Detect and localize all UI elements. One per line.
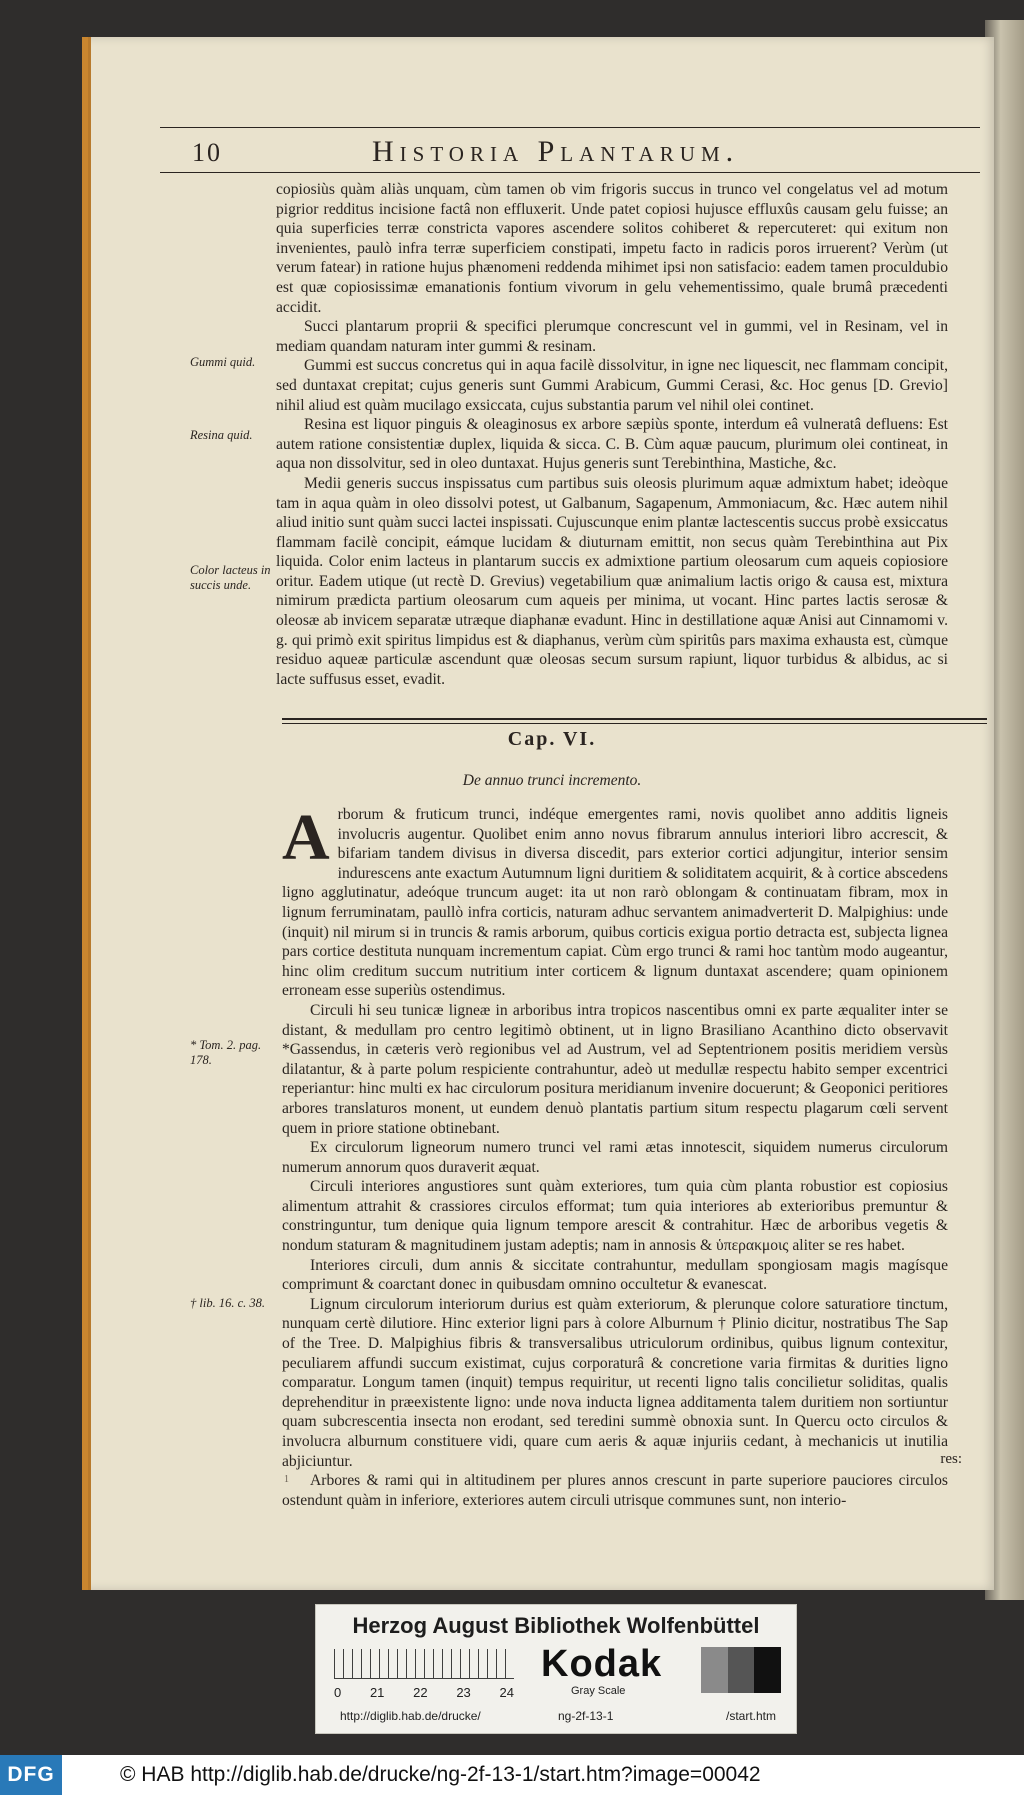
paragraph: Medii generis succus inspissatus cum partibus suis oleosis plurimum aquæ admixtum habet; ideòque tam in aqua quàm in oleo dissolvi potest, ut Galbanum, Sagapenum, Ammoniacum, &c. Hæc autem nihil aliud initio sunt quàm succi lactei inspissati. Cujuscunque enim plantæ lactescentis succus probè exsiccatus flammam facilè concipit, eámque lucidam & diuturnam emittit, non secus quàm Terebinthina aut Pix liquida. Color enim lacteus in plantarum succis ex admixtione partium oleosarum cum aqueis copiosiore oritur. Eadem utique (ut rectè D. Grevius) vegetabilium quæ animalium lactis origo & causa est, mixtura nimirum prædicta partium oleosarum cum aqueis per minima, ut vocant. Hinc partes lactis serosæ & oleosæ ab invicem separatæ utræque diaphanæ evadunt. Hinc in destillatione aquæ Anisi aut Cinnamomi v. g. qui primò exit spiritus limpidus est & diaphanus, verùm cùm spiritûs pars maxima exhausta est, cùmque residuo aqueæ particulæ ascendunt quæ oleosas secum sursum rapiunt, liquor turbidus & albidus, ac si lacte suffusus esset, evadit. xyxy=(276,474,948,688)
paragraph: Arbores & rami qui in altitudinem per plures annos crescunt in parte superiore pauciores circulos ostendunt quàm in inferiore, exteriores autem circuli utrisque communes sunt, non interio- xyxy=(282,1472,948,1509)
margin-note-resina: Resina quid. xyxy=(190,428,253,442)
chapter-subtitle: De annuo trunci incremento. xyxy=(462,772,642,789)
paragraph-text: rborum & fruticum trunci, indéque emergentes rami, novis quolibet anno additis ligneis involucris augentur. Quolibet enim anno novus fibrarum annulus interiori libro accrescit, & bifariam tandem divisus in diversa discedit, pars exterior cortici adjungitur, interior sensim indurescens ante exactum Autumnum ligni duritiem & soliditatem acquirit, & à cortice abscedens ligno agglutinatur, adeóque truncum auget: ita ut non rarò oblongam & continuatam fibram, mox in lignum ferruminatam, paullò infra corticis, naturam adhuc servantem animadverterit D. Malpighius: unde (inquit) nil mirum si in truncis & ramis arborum, quibus corticis exigua portio detracta est, subjecta lignea pars cortice destituta nunquam incrementum capiat. Cùm ergo trunci & rami hoc tantùm modo augeantur, hinc olim creditum succum nutritium inter corticem & lignum duntaxat ascendere; quam opinionem erroneam esse superiùs ostendimus. xyxy=(282,806,948,1000)
kodak-logo: Kodak xyxy=(541,1643,663,1685)
paragraph: Interiores circuli, dum annis & siccitate contrahuntur, medullam spongiosam magis magísque comprimunt & coarctant donec in quibusdam omnino occultetur & evanescat. xyxy=(282,1256,948,1294)
header-rule-top xyxy=(160,127,980,128)
color-target-card xyxy=(315,1604,797,1734)
library-name: Herzog August Bibliothek Wolfenbüttel xyxy=(352,1613,760,1638)
catchword: res: xyxy=(940,1451,962,1467)
paragraph: Succi plantarum proprii & specifici plerumque concrescunt vel in gummi, vel in Resinam, vel in mediam quandam naturam inter gummi & resinam. xyxy=(276,318,948,355)
margin-note-tom: * Tom. 2. pag. 178. xyxy=(190,1038,262,1067)
ruler-number: 21 xyxy=(369,1685,385,1700)
drop-cap: A xyxy=(282,801,330,874)
target-url-end: /start.htm xyxy=(726,1709,777,1723)
text-block-top xyxy=(276,180,948,689)
section-rule-thin xyxy=(282,723,987,724)
margin-note-color: Color lacteus in succis unde. xyxy=(190,563,271,592)
paragraph: Lignum circulorum interiorum durius est quàm exteriorum, & plerunque colore saturatiore tinctum, nunquam certè dilutiore. Hinc exterior ligni pars à colore Alburnum † Plinio dicitur, nostratibus The Sap of the Tree. D. Malpighius fibris & transversalibus utriculorum ordinibus, quibus lignum contexitur, peculiarem affundi succum existimat, cujus corporaturâ & concretione varia firmitas & durities ligno comparatur. Longum tamen (inquit) tempus requiritur, ut recenti ligno talis concilietur soliditas, qualis deprehenditur in præexistente ligno: unde nova inducta lignea additamenta talem duritiem non sortiuntur quam subcrescentia insecta non erodant, sed teredini summè obnoxia sunt. In Quercu octo circulos & involucra alburnum constituere vidi, quare cum aeris & aquæ injuriis cedant, à mechanicis ut inutilia abjiciuntur. xyxy=(282,1295,948,1470)
chapter-title: Cap. VI. xyxy=(507,728,597,750)
paragraph: Circuli interiores angustiores sunt quàm exteriores, tum quia cùm planta robustior est copiosius alimentum attrahit & crassiores circulos efformat; tum quia interiores ab exterioribus premuntur & constringuntur, tum denique quia lignum tempore arescit & contrahitur. Hæc de arboribus vegetis & nondum staturam & magnitudinem justam adeptis; nam in annosis & ὑπερακμοις aliter se res habet. xyxy=(282,1178,948,1255)
gray-scale-label: Gray Scale xyxy=(571,1685,626,1697)
ruler-number: 22 xyxy=(413,1685,428,1700)
margin-note-lib: † lib. 16. c. 38. xyxy=(190,1296,265,1310)
ruler-numbers xyxy=(334,1685,514,1700)
paragraph: Circuli hi seu tunicæ ligneæ in arboribus intra tropicos nascentibus omni ex parte æqualiter inter se distant, & medullam pro centro legitimò obtinent, ut in ligno Brasiliano Acanthino dicto observavit *Gassendus, in cæteris verò regionibus vel ad Austrum, vel ad Septentrionem positis meridiem versùs dilatantur, & à parte polum respiciente contrahuntur, adeò ut medullæ respectu habito semper excentrici reperiantur: hinc multi ex hac circulorum positura meridianum invenire docuerunt; & Geoponici peritiores arbores translaturos monent, ut eundem denuò plantatis partium situm respectu plagarum cœli servent quem in priore statione obtinebant. xyxy=(282,1001,948,1137)
ruler-number: 0 xyxy=(334,1685,342,1700)
running-head: Historia Plantarum. xyxy=(372,135,740,168)
target-id: ng-2f-13-1 xyxy=(558,1709,614,1723)
section-rule xyxy=(282,718,987,720)
paragraph: copiosiùs quàm aliàs unquam, cùm tamen ob vim frigoris succus in trunco vel congelatus vel ad motum pigrior redditus incisione factâ non effluxerit. Unde patet copiosi hujusce effluxûs causam gelu fuisse; an quia superficies terræ constricta vapores ascendere solitos cohiberet & repercuteret: qui exitum non invenientes, paulò infra terræ superficiem constipati, impetu facto in radicis poros irruerent? Verùm (ut verum fatear) in ratione hujus phænomeni reddenda mihimet ipsi non satisfacio: eadem tamen proculdubio est quæ copiosissimæ emanationis fontium vivorum in gelu vehementissimo, quale brumâ præcedenti accidit. xyxy=(276,181,948,316)
ruler-number: 24 xyxy=(499,1685,514,1700)
margin-note-gummi: Gummi quid. xyxy=(190,355,256,369)
paragraph: Ex circulorum ligneorum numero trunci vel rami ætas innotescit, siquidem numerus circulorum numerum annorum quos duraverit æquat. xyxy=(282,1139,948,1176)
ruler-scale xyxy=(334,1649,514,1679)
paragraph xyxy=(282,801,948,1001)
pencil-mark: 1 xyxy=(284,1474,289,1485)
header-rule-bottom xyxy=(160,172,980,173)
page-number: 10 xyxy=(192,138,222,167)
gray-scale-patches xyxy=(701,1647,781,1693)
paragraph: Gummi est succus concretus qui in aqua facilè dissolvitur, in igne nec liquescit, nec flammam concipit, sed duntaxat crepitat; cujus generis sunt Gummi Arabicum, Gummi Cerasi, &c. Hoc genus [D. Grevio] nihil aliud est quàm mucilago exsiccata, cujus substantia parum vel nihil olei continet. xyxy=(276,357,948,414)
footer-bar xyxy=(0,1755,1024,1795)
dfg-logo[interactable]: DFG xyxy=(0,1755,62,1795)
target-url: http://diglib.hab.de/drucke/ xyxy=(340,1709,481,1723)
chapter-body xyxy=(282,801,948,1510)
copyright-link[interactable]: © HAB http://diglib.hab.de/drucke/ng-2f-13-1/start.htm?image=00042 xyxy=(120,1763,761,1786)
ruler-number: 23 xyxy=(456,1685,471,1700)
paragraph: Resina est liquor pinguis & oleaginosus ex arbore sæpiùs sponte, interdum eâ vulneratâ defluens: Est autem ratione consistentiæ duplex, liquida & sicca. C. B. Cùm aquæ paucum, plurimum olei contineat, in aqua non dissolvitur, sed in oleo duntaxat. Hujus generis sunt Terebinthina, Mastiche, &c. xyxy=(276,416,948,473)
